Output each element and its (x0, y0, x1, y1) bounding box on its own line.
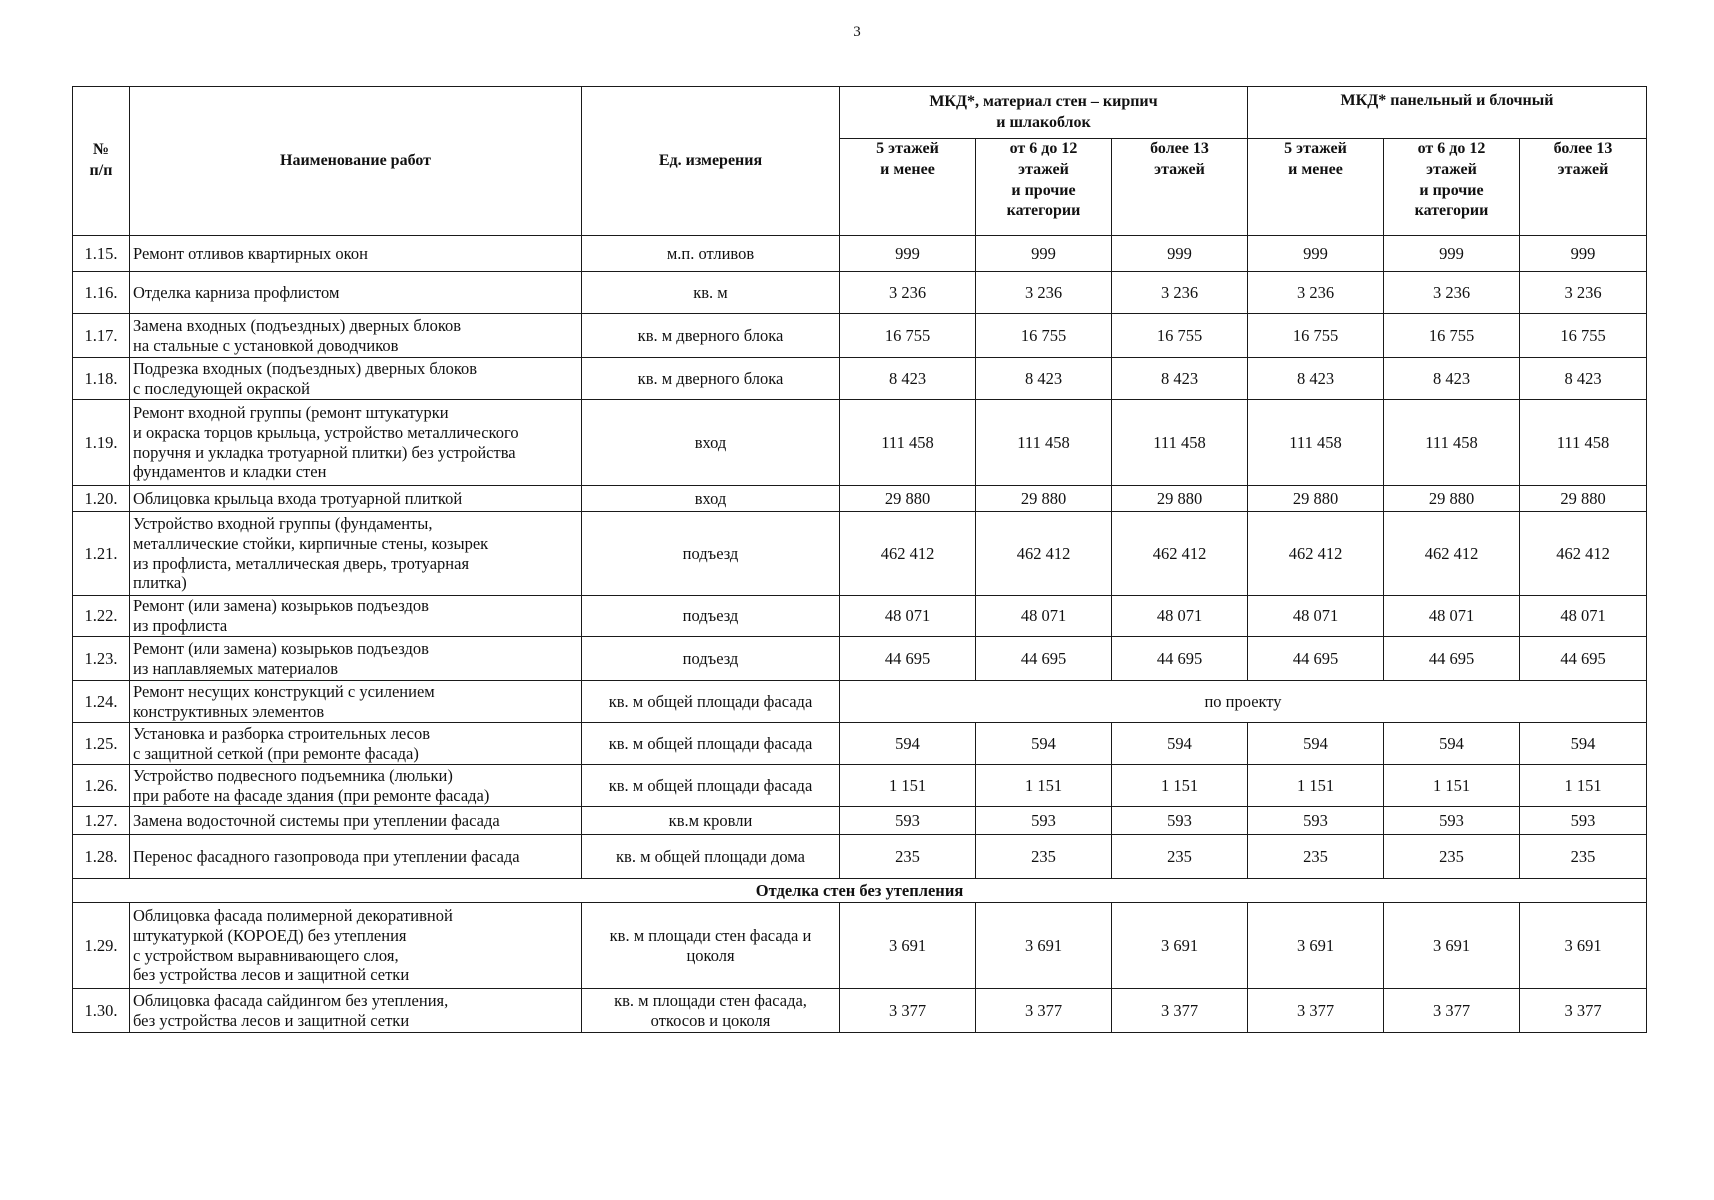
header-sub-13-brick (1112, 139, 1248, 236)
cost-value: 1 151 (840, 765, 976, 807)
cost-value: 29 880 (1520, 486, 1647, 512)
cost-value: 3 691 (1520, 903, 1647, 989)
cost-value: 8 423 (1520, 358, 1647, 400)
unit-of-measure: кв. м общей площади дома (582, 835, 840, 879)
cost-value: 44 695 (840, 637, 976, 681)
cost-value: 235 (1384, 835, 1520, 879)
unit-of-measure: кв. м общей площади фасада (582, 681, 840, 723)
cost-value: 29 880 (1384, 486, 1520, 512)
cost-value: 999 (1112, 236, 1248, 272)
header-sub-text: 5 этажей и менее (876, 140, 939, 178)
cost-value: 111 458 (976, 400, 1112, 486)
cost-value: 16 755 (1112, 314, 1248, 358)
cost-value: 29 880 (1248, 486, 1384, 512)
cost-value: 1 151 (1384, 765, 1520, 807)
cost-value: 111 458 (1520, 400, 1647, 486)
cost-value: 462 412 (976, 512, 1112, 596)
cost-value: 999 (1520, 236, 1647, 272)
cost-value: 593 (840, 807, 976, 835)
cost-value: 3 377 (1384, 989, 1520, 1033)
cost-value: 3 377 (1248, 989, 1384, 1033)
cost-value: 8 423 (1248, 358, 1384, 400)
cost-value: 3 377 (976, 989, 1112, 1033)
header-unit: Ед. измерения (582, 87, 840, 236)
row-number: 1.22. (73, 596, 130, 637)
row-number: 1.18. (73, 358, 130, 400)
cost-value: 462 412 (840, 512, 976, 596)
row-number: 1.24. (73, 681, 130, 723)
table-row (73, 236, 1647, 272)
cost-value: 3 691 (840, 903, 976, 989)
unit-of-measure: подъезд (582, 512, 840, 596)
row-number: 1.20. (73, 486, 130, 512)
cost-value: 48 071 (1248, 596, 1384, 637)
cost-value: 593 (1520, 807, 1647, 835)
cost-value: 3 377 (840, 989, 976, 1033)
table-body (73, 236, 1647, 1033)
works-cost-table (72, 86, 1647, 1033)
table-row (73, 596, 1647, 637)
header-num (73, 87, 130, 236)
cost-value: 3 377 (1112, 989, 1248, 1033)
row-number: 1.26. (73, 765, 130, 807)
unit-of-measure: кв. м дверного блока (582, 314, 840, 358)
work-name: Замена водосточной системы при утеплении фасада (130, 807, 582, 835)
unit-of-measure: кв. м общей площади фасада (582, 765, 840, 807)
cost-value: 48 071 (1384, 596, 1520, 637)
cost-value: 1 151 (1520, 765, 1647, 807)
header-sub-6-12-brick (976, 139, 1112, 236)
unit-of-measure: м.п. отливов (582, 236, 840, 272)
cost-value: 462 412 (1112, 512, 1248, 596)
cost-value: 3 236 (1112, 272, 1248, 314)
work-name: Облицовка крыльца входа тротуарной плиткой (130, 486, 582, 512)
cost-value: 3 377 (1520, 989, 1647, 1033)
cost-value: 593 (1384, 807, 1520, 835)
row-number: 1.27. (73, 807, 130, 835)
work-name: Перенос фасадного газопровода при утеплении фасада (130, 835, 582, 879)
table-row (73, 681, 1647, 723)
work-name: Подрезка входных (подъездных) дверных блоков с последующей окраской (130, 358, 582, 400)
cost-value: 3 236 (976, 272, 1112, 314)
unit-of-measure: подъезд (582, 637, 840, 681)
cost-value: 8 423 (840, 358, 976, 400)
work-name: Ремонт (или замена) козырьков подъездов из наплавляемых материалов (130, 637, 582, 681)
unit-of-measure: кв. м площади стен фасада, откосов и цоколя (582, 989, 840, 1033)
cost-value: 44 695 (1112, 637, 1248, 681)
work-name: Ремонт несущих конструкций с усилением конструктивных элементов (130, 681, 582, 723)
cost-value: 999 (840, 236, 976, 272)
header-sub-text: от 6 до 12 этажей и прочие категории (1414, 140, 1489, 220)
cost-value: 111 458 (1248, 400, 1384, 486)
cost-value: 8 423 (1384, 358, 1520, 400)
cost-value: 3 691 (976, 903, 1112, 989)
work-name: Облицовка фасада сайдингом без утепления, без устройства лесов и защитной сетки (130, 989, 582, 1033)
merged-value: по проекту (840, 681, 1647, 723)
cost-value: 593 (1248, 807, 1384, 835)
header-group-panel: МКД* панельный и блочный (1248, 87, 1647, 139)
header-group-brick-text: МКД*, материал стен – кирпич и шлакоблок (929, 92, 1158, 131)
table-row (73, 989, 1647, 1033)
row-number: 1.28. (73, 835, 130, 879)
unit-of-measure: кв. м общей площади фасада (582, 723, 840, 765)
section-row (73, 879, 1647, 903)
table-row (73, 358, 1647, 400)
unit-of-measure: кв.м кровли (582, 807, 840, 835)
cost-value: 235 (1520, 835, 1647, 879)
row-number: 1.17. (73, 314, 130, 358)
table-row (73, 807, 1647, 835)
cost-value: 3 236 (1384, 272, 1520, 314)
row-number: 1.19. (73, 400, 130, 486)
table-row (73, 835, 1647, 879)
cost-value: 48 071 (976, 596, 1112, 637)
cost-value: 3 236 (1248, 272, 1384, 314)
cost-value: 593 (1112, 807, 1248, 835)
cost-value: 111 458 (1384, 400, 1520, 486)
work-name: Замена входных (подъездных) дверных блоков на стальные с установкой доводчиков (130, 314, 582, 358)
cost-value: 44 695 (976, 637, 1112, 681)
cost-value: 16 755 (1520, 314, 1647, 358)
table-row (73, 486, 1647, 512)
table-row (73, 512, 1647, 596)
cost-value: 8 423 (1112, 358, 1248, 400)
cost-value: 462 412 (1248, 512, 1384, 596)
cost-value: 594 (1248, 723, 1384, 765)
cost-value: 16 755 (976, 314, 1112, 358)
table-row (73, 723, 1647, 765)
row-number: 1.23. (73, 637, 130, 681)
cost-value: 594 (840, 723, 976, 765)
row-number: 1.29. (73, 903, 130, 989)
cost-value: 111 458 (840, 400, 976, 486)
header-num-text: № п/п (89, 141, 113, 179)
cost-value: 111 458 (1112, 400, 1248, 486)
work-name: Устройство входной группы (фундаменты, металлические стойки, кирпичные стены, козырек из профлиста, металлическая дверь, тротуарная плитка) (130, 512, 582, 596)
header-sub-text: 5 этажей и менее (1284, 140, 1347, 178)
cost-value: 1 151 (1112, 765, 1248, 807)
cost-value: 594 (1112, 723, 1248, 765)
unit-of-measure: кв. м площади стен фасада и цоколя (582, 903, 840, 989)
cost-value: 16 755 (1384, 314, 1520, 358)
header-name: Наименование работ (130, 87, 582, 236)
cost-value: 3 691 (1248, 903, 1384, 989)
cost-value: 999 (1384, 236, 1520, 272)
cost-value: 8 423 (976, 358, 1112, 400)
table-row (73, 400, 1647, 486)
cost-value: 593 (976, 807, 1112, 835)
cost-value: 235 (1248, 835, 1384, 879)
work-name: Облицовка фасада полимерной декоративной штукатуркой (КОРОЕД) без утепления с устройством выравнивающего слоя, без устройства лесов и защитной сетки (130, 903, 582, 989)
unit-of-measure: подъезд (582, 596, 840, 637)
unit-of-measure: кв. м (582, 272, 840, 314)
cost-value: 29 880 (840, 486, 976, 512)
cost-value: 594 (1520, 723, 1647, 765)
work-name: Ремонт входной группы (ремонт штукатурки и окраска торцов крыльца, устройство металлического поручня и укладка тротуарной плитки) без устройства фундаментов и кладки стен (130, 400, 582, 486)
header-sub-5-floors-panel (1248, 139, 1384, 236)
page-number: 3 (853, 24, 861, 40)
cost-value: 48 071 (1520, 596, 1647, 637)
cost-value: 235 (840, 835, 976, 879)
row-number: 1.21. (73, 512, 130, 596)
cost-value: 594 (1384, 723, 1520, 765)
row-number: 1.16. (73, 272, 130, 314)
unit-of-measure: вход (582, 486, 840, 512)
cost-value: 594 (976, 723, 1112, 765)
cost-value: 44 695 (1384, 637, 1520, 681)
cost-value: 48 071 (840, 596, 976, 637)
cost-value: 3 691 (1384, 903, 1520, 989)
work-name: Ремонт (или замена) козырьков подъездов из профлиста (130, 596, 582, 637)
unit-of-measure: вход (582, 400, 840, 486)
cost-value: 29 880 (1112, 486, 1248, 512)
cost-value: 462 412 (1384, 512, 1520, 596)
cost-value: 3 236 (1520, 272, 1647, 314)
header-group-brick (840, 87, 1248, 139)
header-sub-text: более 13 этажей (1150, 140, 1209, 178)
cost-value: 3 236 (840, 272, 976, 314)
cost-value: 44 695 (1520, 637, 1647, 681)
cost-value: 999 (976, 236, 1112, 272)
cost-value: 462 412 (1520, 512, 1647, 596)
table-row (73, 637, 1647, 681)
cost-value: 29 880 (976, 486, 1112, 512)
cost-value: 999 (1248, 236, 1384, 272)
unit-of-measure: кв. м дверного блока (582, 358, 840, 400)
cost-value: 16 755 (1248, 314, 1384, 358)
cost-value: 44 695 (1248, 637, 1384, 681)
row-number: 1.25. (73, 723, 130, 765)
header-sub-text: от 6 до 12 этажей и прочие категории (1006, 140, 1081, 220)
work-name: Устройство подвесного подъемника (люльки) при работе на фасаде здания (при ремонте фасада) (130, 765, 582, 807)
cost-value: 48 071 (1112, 596, 1248, 637)
work-name: Ремонт отливов квартирных окон (130, 236, 582, 272)
table-row (73, 765, 1647, 807)
table-row (73, 314, 1647, 358)
section-title: Отделка стен без утепления (73, 879, 1647, 903)
row-number: 1.30. (73, 989, 130, 1033)
cost-value: 1 151 (976, 765, 1112, 807)
cost-value: 16 755 (840, 314, 976, 358)
work-name: Установка и разборка строительных лесов с защитной сеткой (при ремонте фасада) (130, 723, 582, 765)
header-sub-5-floors-brick (840, 139, 976, 236)
cost-value: 1 151 (1248, 765, 1384, 807)
table-row (73, 272, 1647, 314)
header-sub-text: более 13 этажей (1553, 140, 1613, 178)
cost-value: 235 (976, 835, 1112, 879)
table-row (73, 903, 1647, 989)
work-name: Отделка карниза профлистом (130, 272, 582, 314)
header-sub-6-12-panel (1384, 139, 1520, 236)
cost-value: 235 (1112, 835, 1248, 879)
cost-value: 3 691 (1112, 903, 1248, 989)
row-number: 1.15. (73, 236, 130, 272)
header-sub-13-panel (1520, 139, 1647, 236)
